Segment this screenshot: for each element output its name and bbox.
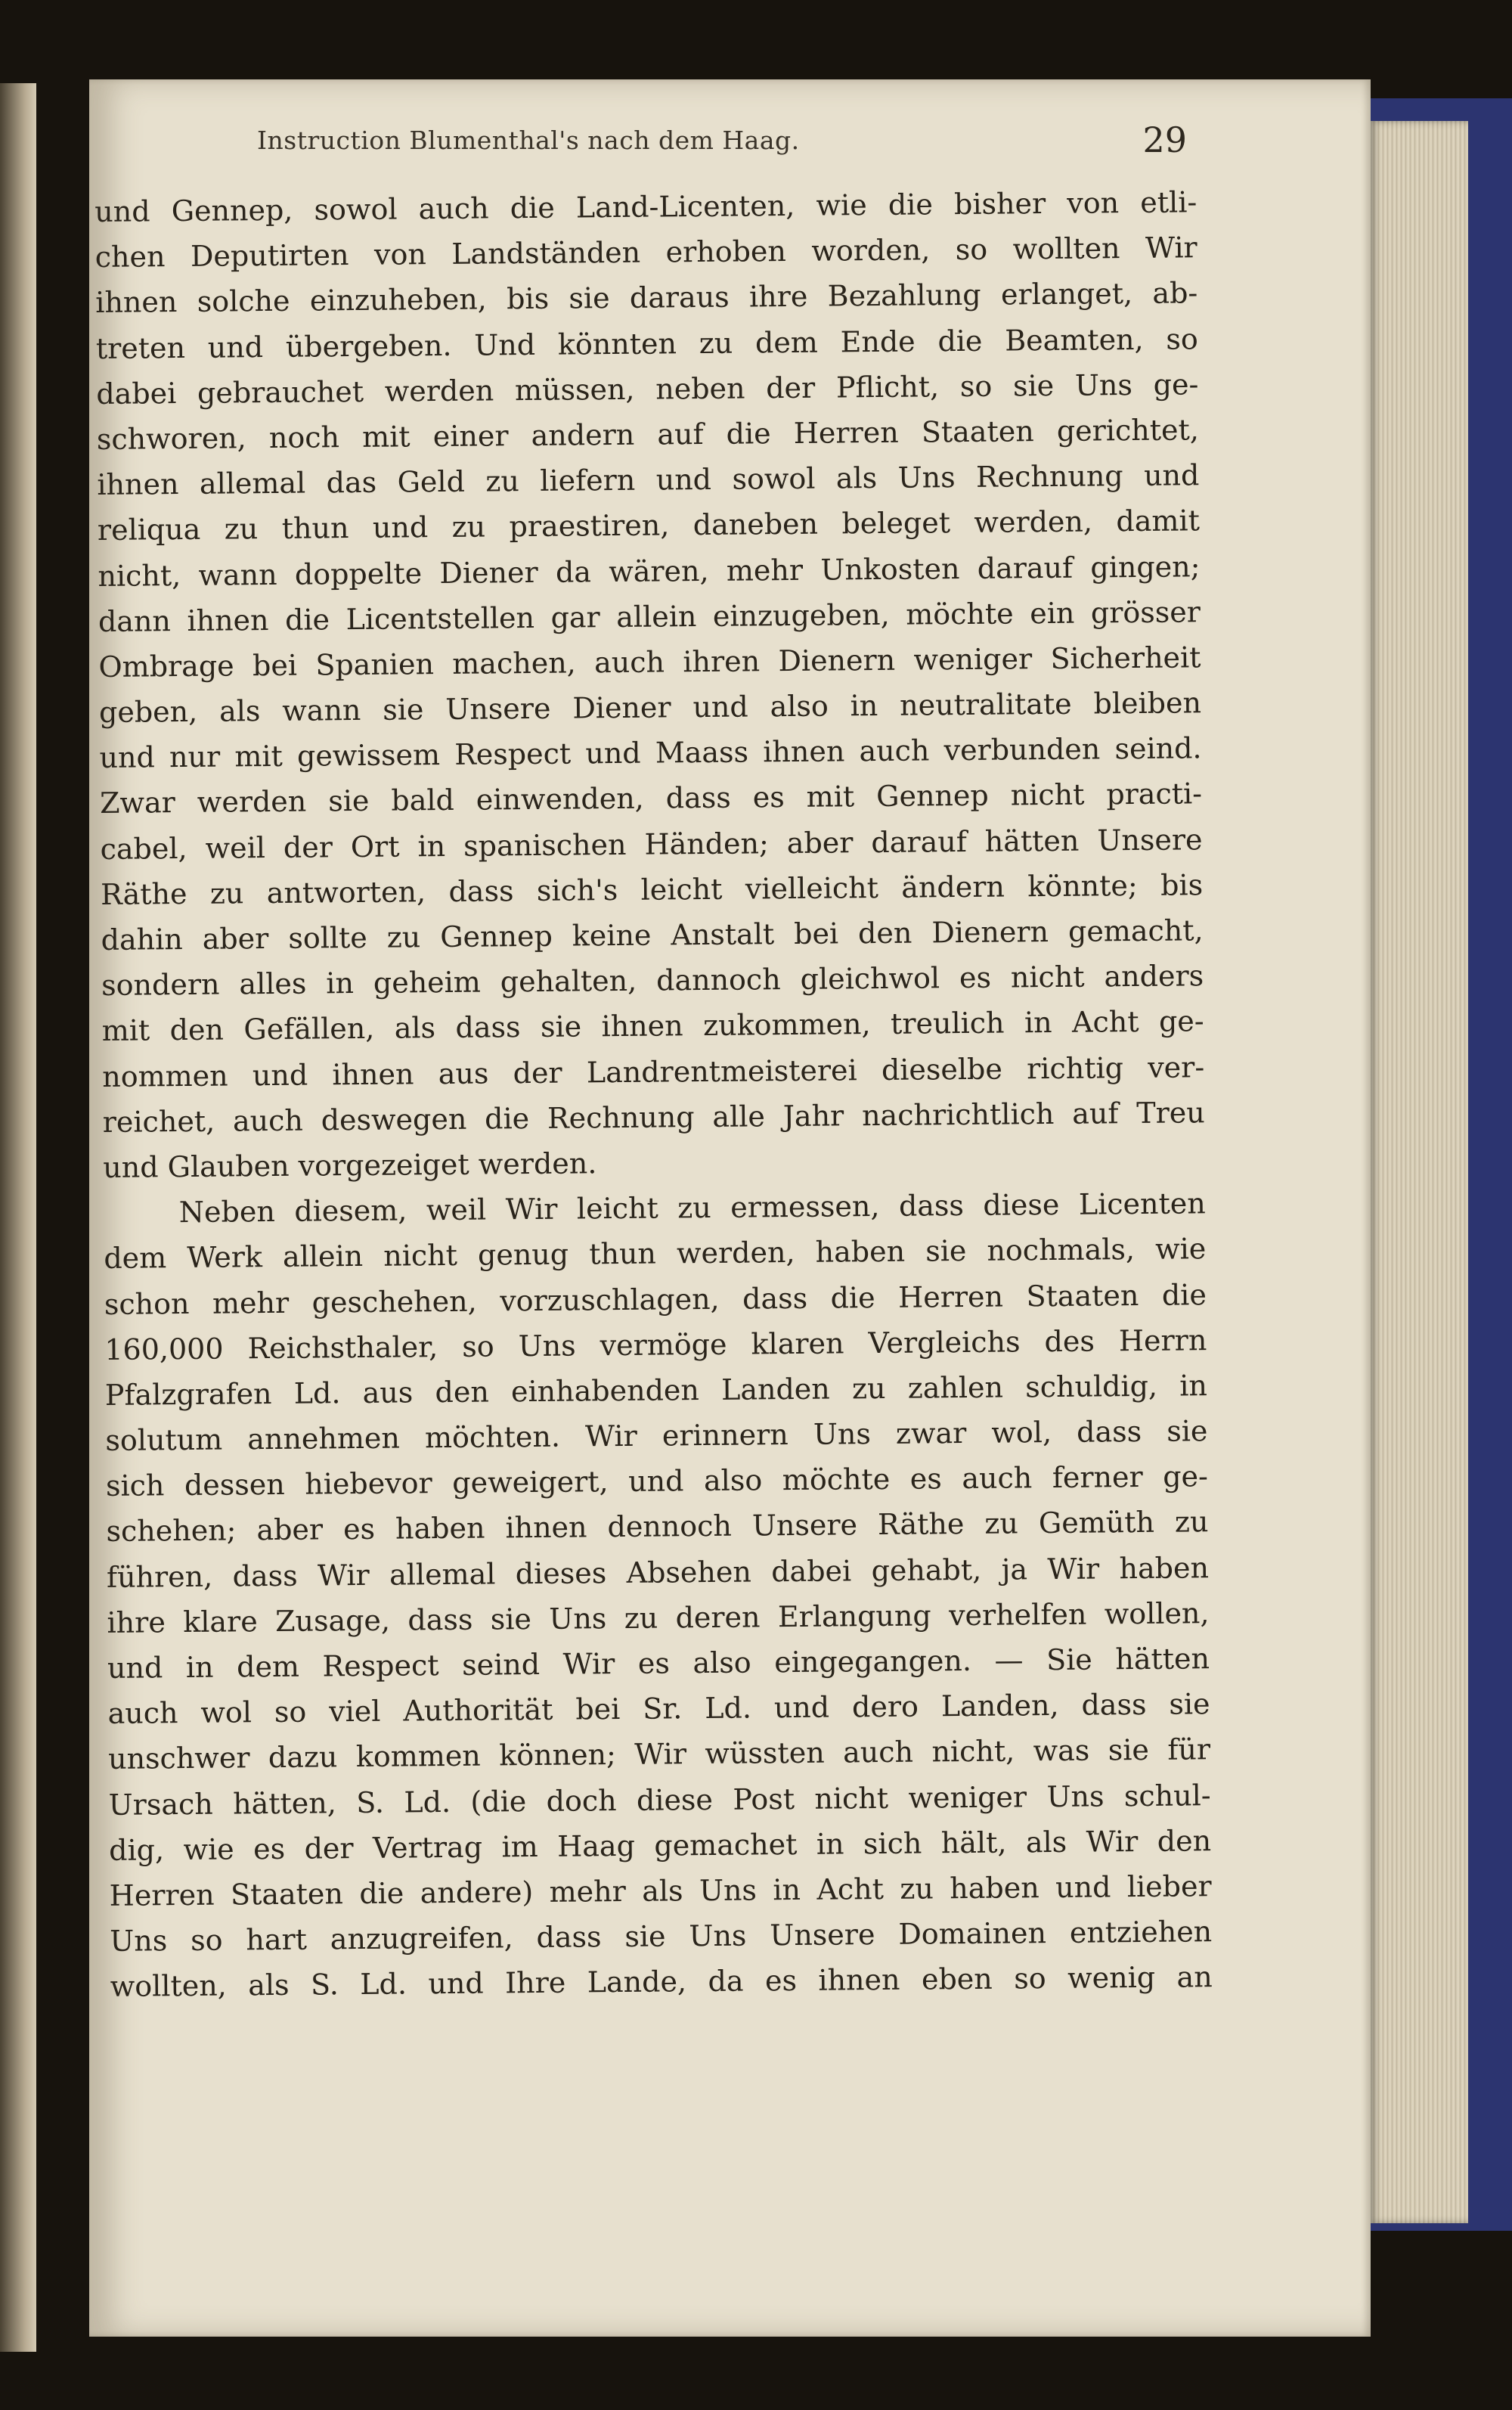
text-line: und nur mit gewissem Respect und Maass ihnen auch verbunden seind. — [99, 731, 1202, 775]
text-line: Uns so hart anzugreifen, dass sie Uns Unsere Domainen entziehen — [110, 1915, 1213, 1959]
text-line: wollten, als S. Ld. und Ihre Lande, da es ihnen eben so wenig an — [110, 1960, 1213, 2004]
text-line: ihnen allemal das Geld zu liefern und sowol als Uns Rechnung und — [97, 458, 1200, 502]
text-line: Ombrage bei Spanien machen, auch ihren Dienern weniger Sicherheit — [98, 640, 1201, 684]
text-line: auch wol so viel Authorität bei Sr. Ld. und dero Landen, dass sie — [107, 1687, 1210, 1731]
text-line: schon mehr geschehen, vorzuschlagen, dass die Herren Staaten die — [104, 1277, 1207, 1321]
body-text — [94, 179, 1213, 2102]
text-line: Herren Staaten die andere) mehr als Uns in Acht zu haben und lieber — [109, 1869, 1212, 1912]
page-block-edge — [1370, 121, 1468, 2223]
text-line: schehen; aber es haben ihnen dennoch Unsere Räthe zu Gemüth zu — [106, 1505, 1209, 1549]
text-line: führen, dass Wir allemal dieses Absehen dabei gehabt, ja Wir haben — [106, 1550, 1210, 1594]
text-line: sich dessen hiebevor geweigert, und also möchte es auch ferner ge- — [105, 1459, 1209, 1503]
text-line: Neben diesem, weil Wir leicht zu ermessen, dass diese Licenten — [178, 1186, 1206, 1230]
text-line: Räthe zu antworten, dass sich's leicht vielleicht ändern könnte; bis — [100, 868, 1204, 911]
text-line: mit den Gefällen, als dass sie ihnen zukommen, treulich in Acht ge- — [101, 1004, 1204, 1048]
text-line: nommen und ihnen aus der Landrentmeisterei dieselbe richtig ver- — [102, 1050, 1205, 1093]
text-line: sondern alles in geheim gehalten, dannoch gleichwol es nicht anders — [101, 959, 1204, 1003]
text-line: Zwar werden sie bald einwenden, dass es mit Gennep nicht practi- — [99, 777, 1203, 820]
text-line: ihnen solche einzuheben, bis sie daraus ihre Bezahlung erlanget, ab- — [95, 276, 1198, 320]
text-line: reichet, auch deswegen die Rechnung alle Jahr nachrichtlich auf Treu — [102, 1095, 1205, 1139]
text-line: chen Deputirten von Landständen erhoben worden, so wollten Wir — [94, 231, 1198, 274]
text-line: und in dem Respect seind Wir es also eingegangen. — Sie hätten — [107, 1642, 1210, 1685]
text-line: schworen, noch mit einer andern auf die Herren Staaten gerichtet, — [96, 413, 1200, 456]
text-line: cabel, weil der Ort in spanischen Händen; aber darauf hätten Unsere — [100, 822, 1203, 866]
text-line: und Glauben vorgezeiget werden. — [103, 1146, 597, 1184]
text-line: nicht, wann doppelte Diener da wären, mehr Unkosten darauf gingen; — [98, 549, 1201, 593]
text-line: dig, wie es der Vertrag im Haag gemachet in sich hält, als Wir den — [108, 1823, 1212, 1867]
page-header — [257, 119, 1187, 165]
page-number: 29 — [1142, 119, 1187, 160]
text-line: Ursach hätten, S. Ld. (die doch diese Post nicht weniger Uns schul- — [108, 1778, 1211, 1822]
text-line: dahin aber sollte zu Gennep keine Anstalt bei den Dienern gemacht, — [101, 913, 1204, 957]
text-line: unschwer dazu kommen können; Wir wüssten auch nicht, was sie für — [107, 1732, 1211, 1776]
text-line: solutum annehmen möchten. Wir erinnern Uns zwar wol, dass sie — [105, 1414, 1208, 1457]
text-line: geben, als wann sie Unsere Diener und also in neutralitate bleiben — [98, 686, 1202, 730]
text-line: reliqua zu thun und zu praestiren, daneben beleget werden, damit — [97, 504, 1201, 547]
text-line: 160,000 Reichsthaler, so Uns vermöge klaren Vergleichs des Herrn — [104, 1323, 1207, 1366]
text-line: treten und übergeben. Und könnten zu dem Ende die Beamten, so — [95, 321, 1198, 365]
text-line: dabei gebrauchet werden müssen, neben der Pflicht, so sie Uns ge- — [96, 368, 1199, 411]
running-title: Instruction Blumenthal's nach dem Haag. — [257, 126, 800, 155]
text-line: ihre klare Zusage, dass sie Uns zu deren Erlangung verhelfen wollen, — [107, 1596, 1210, 1639]
text-line: Pfalzgrafen Ld. aus den einhabenden Landen zu zahlen schuldig, in — [104, 1369, 1208, 1412]
previous-page-edge — [0, 83, 36, 2352]
text-line: dem Werk allein nicht genug thun werden, haben sie nochmals, wie — [104, 1232, 1207, 1276]
text-line: und Gennep, sowol auch die Land-Licenten, wie die bisher von etli- — [94, 185, 1198, 228]
text-line: dann ihnen die Licentstellen gar allein einzugeben, möchte ein grösser — [98, 594, 1201, 638]
